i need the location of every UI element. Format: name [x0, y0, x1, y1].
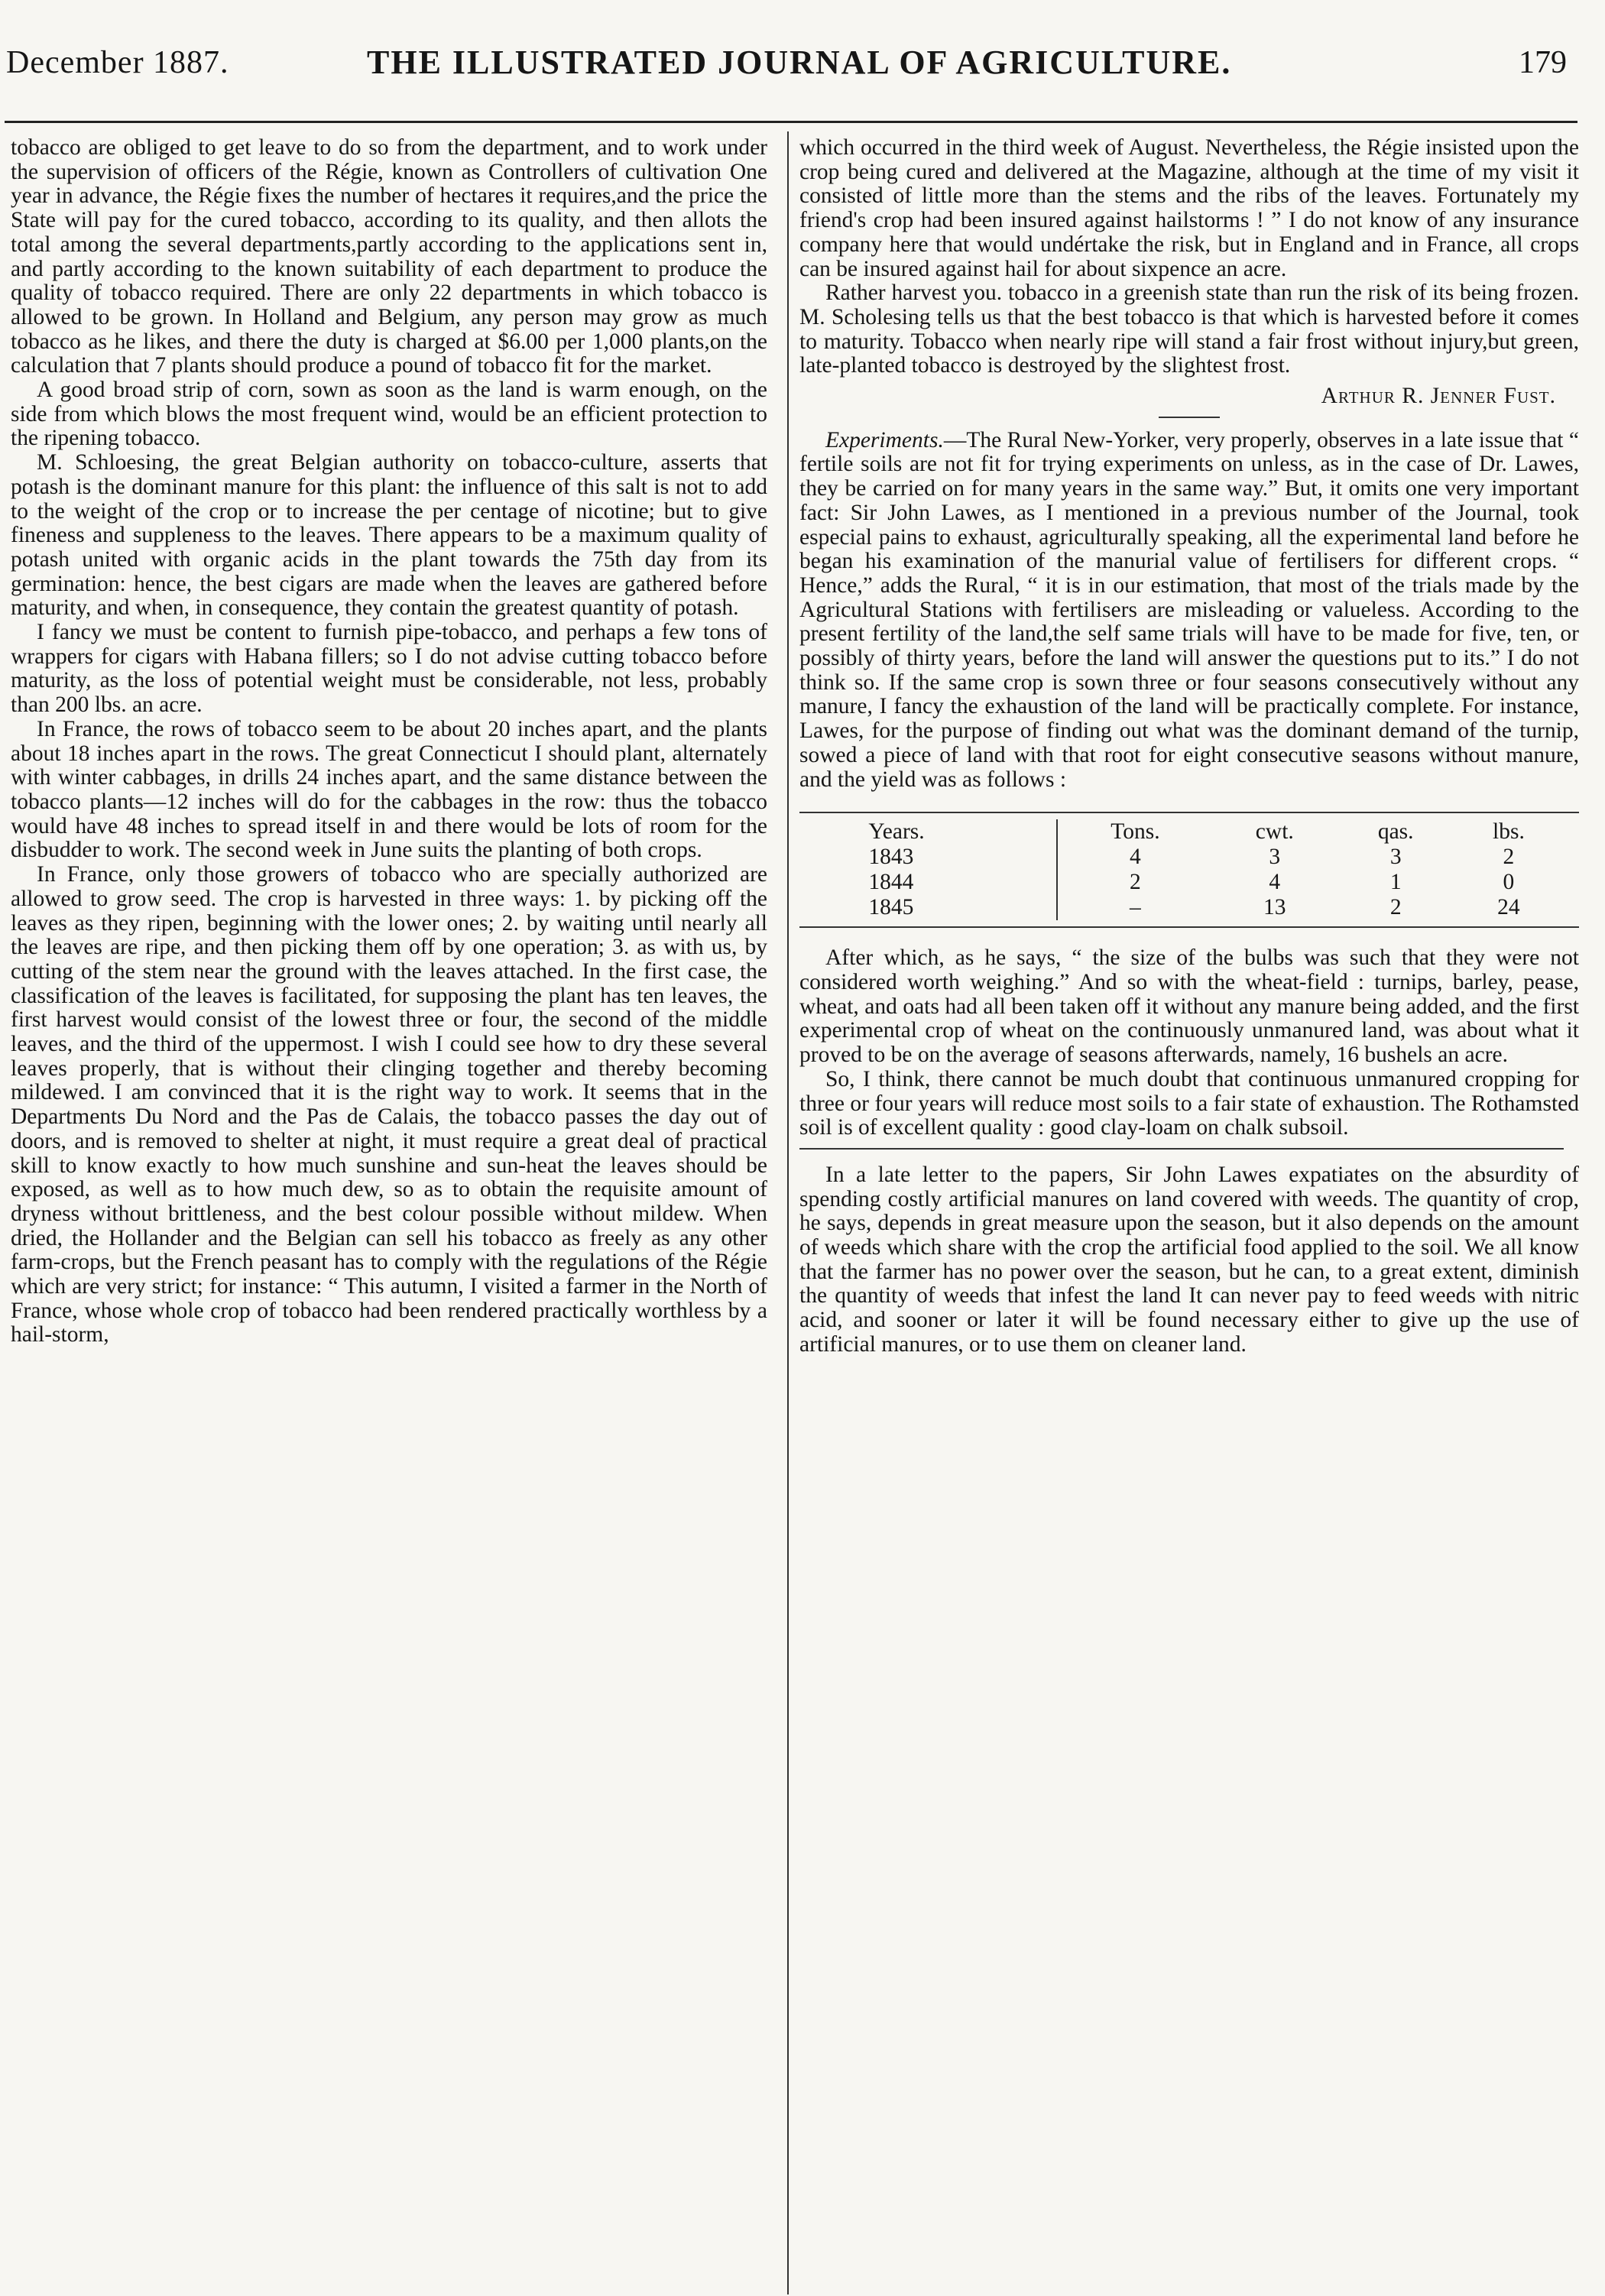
table-row: [815, 895, 1562, 920]
table-row: [815, 870, 1562, 895]
paragraph: After which, as he says, “ the size of the bulbs was such that they were not considered worth weighing.” And so with the wheat-field : turnips, barley, pease, wheat, and oats had all been taken off it without any manure being added, and the first experimental crop of wheat on the continuously unmanured land, was about what it proved to be on the average of seasons afterwards, namely, 16 bushels an acre.: [799, 945, 1579, 1068]
table-cell: 4: [1130, 845, 1141, 870]
section-rule: [1159, 417, 1220, 418]
table-cell: –: [1130, 895, 1141, 920]
paragraph: So, I think, there cannot be much doubt that continuous unmanured cropping for three or four years will reduce most soils to a fair state of exhaustion. The Rothamsted soil is of excellent quality : good clay-loam on chalk subsoil.: [799, 1066, 1579, 1140]
page-header: [0, 0, 1605, 115]
yield-table: [799, 812, 1579, 928]
table-header: cwt.: [1255, 819, 1294, 845]
experiments-text: —The Rural New-Yorker, very properly, observes in a late issue that “ fertile soils are not fit for trying experiments on unless, as in the case of Dr. Lawes, they be carried on for many years in the same way.” But, it omits one very important fact: Sir John Lawes, as I mentioned in a previous number of the Journal, took especial pains to exhaust, agriculturally speaking, all the experimental land before he began his examination of the manurial value of fertilisers for different crops. “ Hence,” adds the Rural, “ it is in our estimation, that most of the trials made by the Agricultural Stations with fertilisers are misleading or valueless. According to the present fertility of the land,the self same trials will have to be made for five, ten, or possibly of thirty years, before the land will answer the questions put to its.” I do not think so. If the same crop is sown three or four seasons consecutively without any manure, I fancy the exhaustion of the land will be practically complete. For instance, Lawes, for the purpose of finding out what was the dominant demand of the turnip, sowed a piece of land with that root for eight consecutive seasons without manure, and the yield was as follows :: [799, 427, 1579, 792]
column-divider: [787, 131, 789, 2294]
table-header-row: [815, 819, 1562, 845]
table-header: lbs.: [1493, 819, 1525, 845]
table-header: qas.: [1377, 819, 1414, 845]
author-signature: Arthur R. Jenner Fust.: [1321, 384, 1556, 409]
paragraph: In France, only those growers of tobacco who are specially authorized are allowed to grow seed. The crop is harvested in three ways: 1. by picking off the leaves as they ripen, beginning with the lower ones; 2. by waiting until nearly all the leaves are ripe, and then picking them off by one operation; 3. as with us, by cutting of the stem near the ground with the leaves attached. In the first case, the classification of the leaves is facilitated, for supposing the plant has ten leaves, the first harvest would consist of the lowest three or four, the second of the middle leaves, and the third of the uppermost. I wish I could see how to dry these several leaves properly, that is without their clinging together and thereby becoming mildewed. I am convinced that it is the right way to work. It seems that in the Departments Du Nord and the Pas de Calais, the tobacco passes the day out of doors, and is removed to shelter at night, it must require a great deal of practical skill to know exactly to how much sunshine and sun-heat the leaves should be exposed, as well as to how much dew, so as to obtain the requisite amount of dryness without brittleness, and the best colour possible without mildew. When dried, the Hollander and the Belgian can sell his tobacco as freely as any other farm-crops, but the French peasant has to comply with the regulations of the Régie which are very strict; for instance: “ This autumn, I visited a farmer in the North of France, whose whole crop of tobacco had been rendered practically worthless by a hail-storm,: [11, 862, 767, 1347]
paragraph: A good broad strip of corn, sown as soon as the land is warm enough, on the side from which blows the most frequent wind, would be an efficient protection to the ripening tobacco.: [11, 378, 767, 451]
table-cell: 24: [1497, 895, 1520, 920]
table-cell: 1843: [815, 845, 1057, 870]
table-row: [815, 845, 1562, 870]
journal-title: THE ILLUSTRATED JOURNAL OF AGRICULTURE.: [367, 44, 1232, 81]
table-cell: 13: [1263, 895, 1286, 920]
paragraph: I fancy we must be content to furnish pipe-tobacco, and perhaps a few tons of wrappers for cigars with Habana fillers; so I do not advise cutting tobacco before maturity, as the loss of potential weight must be considerable, not less, probably than 200 lbs. an acre.: [11, 620, 767, 718]
table-cell: 1845: [815, 895, 1057, 920]
table-header: Years.: [815, 819, 1057, 845]
issue-date: December 1887.: [6, 45, 229, 80]
table-cell: 2: [1130, 870, 1141, 895]
paragraph: In a late letter to the papers, Sir John Lawes expatiates on the absurdity of spending costly artificial manures on land covered with weeds. The quantity of crop, he says, depends in great measure upon the season, but it also depends on the amount of weeds which share with the crop the artificial food applied to the soil. We all know that the farmer has no power over the season, but he can, to a great extent, diminish the quantity of weeds that infest the land It can never pay to feed weeds with nitric acid, and sooner or later it will be found necessary either to give up the use of artificial manures, or to use them on cleaner land.: [799, 1162, 1579, 1357]
header-rule: [5, 121, 1577, 123]
section-rule: [799, 1148, 1564, 1150]
table-cell: 2: [1503, 845, 1515, 870]
paragraph: M. Schloesing, the great Belgian authority on tobacco-culture, asserts that potash is the dominant manure for this plant: the influence of this salt is not to add to the weight of the crop or to increase the per centage of nicotine; but to give fineness and suppleness to the leaves. There appears to be a maximum quality of potash united with organic acids in the plant towards the 75th day from its germination: hence, the best cigars are made when the leaves are gathered before maturity, and when, in consequence, they contain the greatest quantity of potash.: [11, 450, 767, 621]
right-column: [799, 136, 1579, 2276]
table-header: Tons.: [1111, 819, 1160, 845]
table-cell: 1: [1389, 870, 1402, 895]
left-column: [11, 136, 767, 2276]
paragraph: which occurred in the third week of August. Nevertheless, the Régie insisted upon the crop being cured and delivered at the Magazine, although at the time of my visit it consisted of little more than the stems and the ribs of the leaves. Fortunately my friend's crop had been insured against hailstorms ! ” I do not know of any insurance company here that would undértake the risk, but in England and in France, all crops can be insured against hail for about sixpence an acre.: [799, 135, 1579, 281]
experiments-paragraph: [799, 429, 1579, 793]
table-cell: 1844: [815, 870, 1057, 895]
table-cell: 4: [1269, 870, 1281, 895]
table-cell: 3: [1389, 845, 1402, 870]
experiments-lead: Experiments.: [825, 427, 944, 452]
page-number: 179: [1519, 45, 1567, 80]
paragraph: Rather harvest you. tobacco in a greenish state than run the risk of its being frozen. M. Scholesing tells us that the best tobacco is that which is harvested before it comes to maturity. Tobacco when nearly ripe will stand a fair frost without injury,but green, late-planted tobacco is destroyed by the slightest frost.: [799, 281, 1579, 378]
table-cell: 3: [1269, 845, 1281, 870]
paragraph: tobacco are obliged to get leave to do so from the department, and to work under the supervision of officers of the Régie, known as Controllers of cultivation One year in advance, the Régie fixes the number of hectares it requires,and the price the State will pay for the cured tobacco, according to its quality, and then allots the total among the several departments,partly according to the applications sent in, and partly according to the known suitability of each department to produce the quality of tobacco required. There are only 22 departments in which tobacco is allowed to be grown. In Holland and Belgium, any person may grow as much tobacco as he likes, and there the duty is charged at $6.00 per 1,000 plants,on the calculation that 7 plants should produce a pound of tobacco fit for the market.: [11, 135, 767, 378]
table-cell: 2: [1389, 895, 1402, 920]
table-cell: 0: [1503, 870, 1515, 895]
paragraph: In France, the rows of tobacco seem to be about 20 inches apart, and the plants about 18 inches apart in the rows. The great Connecticut I should plant, alternately with winter cabbages, in drills 24 inches apart, and the same distance between the tobacco plants—12 inches will do for the cabbages in the row: thus the tobacco would have 48 inches to spread itself in and there would be lots of room for the disbudder to work. The second week in June suits the planting of both crops.: [11, 716, 767, 863]
